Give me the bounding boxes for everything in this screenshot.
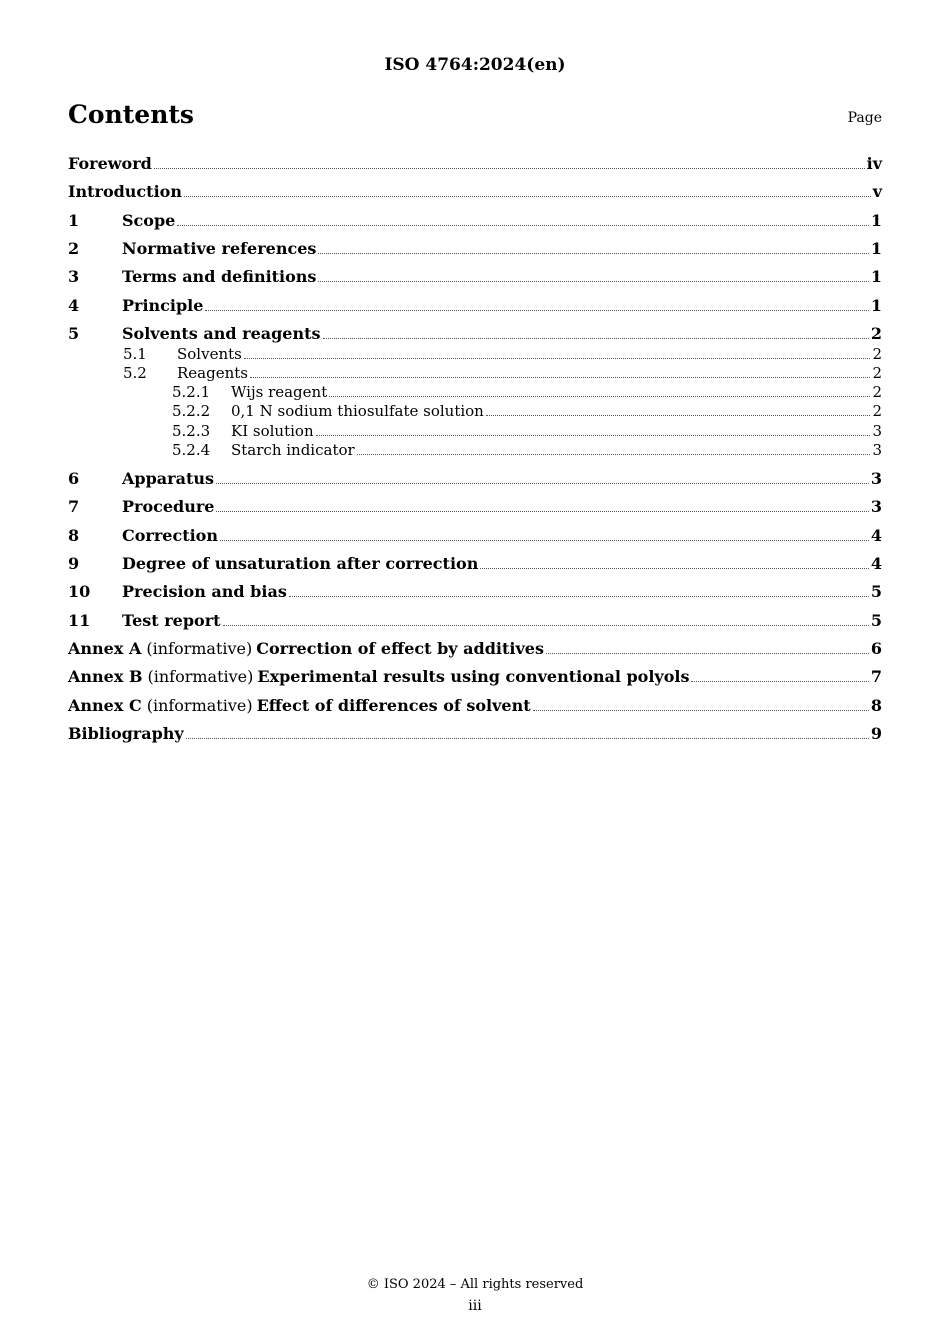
- dot-leader: [533, 710, 869, 711]
- toc-entry-principle[interactable]: [68, 296, 882, 315]
- dot-leader: [323, 338, 869, 339]
- toc-entry-number: 10: [68, 582, 91, 601]
- dot-leader: [216, 511, 868, 512]
- toc-entry-correction[interactable]: [68, 526, 882, 545]
- toc-entry-solvents[interactable]: [68, 345, 882, 363]
- toc-entry-number: 6: [68, 469, 80, 488]
- dot-leader: [691, 681, 868, 682]
- annex-type: (informative): [146, 639, 253, 658]
- toc-entry-page: 1: [870, 296, 882, 315]
- annex-type: (informative): [147, 667, 254, 686]
- toc-entry-label: Correction: [122, 526, 218, 545]
- toc-entry-label: Apparatus: [122, 469, 214, 488]
- toc-entry-procedure[interactable]: [68, 497, 882, 516]
- footer-copyright: © ISO 2024 – All rights reserved: [366, 1277, 584, 1292]
- toc-entry-page: iv: [866, 154, 882, 173]
- dot-leader: [250, 377, 870, 378]
- toc-entry-page: 3: [872, 422, 882, 440]
- toc-entry-label: Solvents: [177, 345, 242, 363]
- toc-entry-label: Wijs reagent: [231, 383, 328, 401]
- toc-entry-annex-a[interactable]: [68, 639, 882, 658]
- toc-entry-introduction[interactable]: [68, 182, 882, 201]
- toc-entry-label: Foreword: [68, 154, 152, 173]
- document-id-header: ISO 4764:2024(en): [384, 55, 566, 75]
- dot-leader: [480, 568, 869, 569]
- page-title: Contents: [68, 100, 195, 129]
- dot-leader: [186, 738, 869, 739]
- toc-entry-number: 5.2: [123, 364, 147, 382]
- toc-entry-page: 3: [872, 441, 882, 459]
- toc-entry-annex-b[interactable]: [68, 667, 882, 686]
- toc-entry-page: 3: [870, 497, 882, 516]
- toc-entry-number: 7: [68, 497, 80, 516]
- dot-leader: [316, 435, 871, 436]
- toc-entry-page: 7: [870, 667, 882, 686]
- toc-entry-label: Procedure: [122, 497, 215, 516]
- toc-entry-page: 1: [870, 239, 882, 258]
- toc-entry-page: 2: [872, 402, 882, 420]
- toc-entry-number: 5.1: [123, 345, 147, 363]
- toc-entry-page: 1: [870, 267, 882, 286]
- toc-entry-label: Degree of unsaturation after correction: [122, 554, 479, 573]
- toc-entry-number: 5.2.4: [172, 441, 211, 459]
- toc-entry-page: 3: [870, 469, 882, 488]
- toc-entry-label: Effect of differences of solvent: [256, 696, 531, 715]
- toc-entry-label: Starch indicator: [231, 441, 355, 459]
- toc-entry-label: Principle: [122, 296, 204, 315]
- toc-entry-precision-bias[interactable]: [68, 582, 882, 601]
- toc-entry-page: 2: [872, 364, 882, 382]
- toc-entry-number: 5.2.3: [172, 422, 211, 440]
- toc-entry-bibliography[interactable]: [68, 724, 882, 743]
- toc-entry-number: 5.2.1: [172, 383, 211, 401]
- toc-entry-label: Solvents and reagents: [122, 324, 321, 343]
- toc-entry-page: 9: [870, 724, 882, 743]
- toc-entry-page: 8: [870, 696, 882, 715]
- toc-entry-number: 9: [68, 554, 80, 573]
- annex-prefix: Annex A: [68, 639, 142, 658]
- toc-entry-annex-c[interactable]: [68, 696, 882, 715]
- toc-entry-wijs-reagent[interactable]: [68, 383, 882, 401]
- toc-entry-label: Correction of effect by additives: [256, 639, 544, 658]
- toc-entry-number: 5: [68, 324, 80, 343]
- toc-entry-label: Test report: [122, 611, 221, 630]
- toc-entry-sodium-thiosulfate[interactable]: [68, 402, 882, 420]
- dot-leader: [220, 540, 869, 541]
- dot-leader: [546, 653, 869, 654]
- dot-leader: [223, 625, 869, 626]
- toc-entry-label: Reagents: [177, 364, 248, 382]
- toc-entry-page: 6: [870, 639, 882, 658]
- toc-entry-label: Scope: [122, 211, 176, 230]
- toc-entry-label: Introduction: [68, 182, 182, 201]
- toc-entry-solvents-reagents[interactable]: [68, 324, 882, 343]
- toc-entry-label: Experimental results using conventional polyols: [257, 667, 690, 686]
- toc-entry-starch-indicator[interactable]: [68, 441, 882, 459]
- toc-entry-page: 2: [872, 345, 882, 363]
- annex-prefix: Annex C: [68, 696, 142, 715]
- annex-type: (informative): [146, 696, 253, 715]
- toc-entry-test-report[interactable]: [68, 611, 882, 630]
- toc-entry-number: 1: [68, 211, 80, 230]
- dot-leader: [205, 310, 868, 311]
- dot-leader: [177, 225, 869, 226]
- toc-entry-label: 0,1 N sodium thiosulfate solution: [231, 402, 484, 420]
- toc-entry-degree-unsaturation[interactable]: [68, 554, 882, 573]
- dot-leader: [357, 454, 871, 455]
- dot-leader: [486, 415, 871, 416]
- toc-entry-label: KI solution: [231, 422, 314, 440]
- footer-page-number: iii: [468, 1298, 482, 1314]
- toc-entry-page: 4: [870, 526, 882, 545]
- dot-leader: [289, 596, 869, 597]
- toc-entry-apparatus[interactable]: [68, 469, 882, 488]
- toc-entry-label: Terms and definitions: [122, 267, 317, 286]
- toc-entry-number: 5.2.2: [172, 402, 211, 420]
- dot-leader: [244, 358, 871, 359]
- toc-entry-page: 2: [872, 383, 882, 401]
- annex-prefix: Annex B: [68, 667, 143, 686]
- toc-entry-normative-references[interactable]: [68, 239, 882, 258]
- dot-leader: [318, 281, 868, 282]
- toc-entry-number: 11: [68, 611, 91, 630]
- toc-entry-foreword[interactable]: [68, 154, 882, 173]
- dot-leader: [318, 253, 868, 254]
- dot-leader: [184, 196, 871, 197]
- toc-entry-label: Normative references: [122, 239, 317, 258]
- toc-entry-page: v: [872, 182, 882, 201]
- dot-leader: [329, 396, 870, 397]
- toc-entry-page: 1: [870, 211, 882, 230]
- toc-entry-scope[interactable]: [68, 211, 882, 230]
- toc-entry-number: 3: [68, 267, 80, 286]
- toc-entry-reagents[interactable]: [68, 364, 882, 382]
- toc-entry-page: 5: [870, 611, 882, 630]
- toc-entry-ki-solution[interactable]: [68, 422, 882, 440]
- toc-entry-number: 4: [68, 296, 80, 315]
- toc-entry-page: 4: [870, 554, 882, 573]
- toc-entry-page: 2: [870, 324, 882, 343]
- dot-leader: [154, 168, 865, 169]
- toc-entry-number: 8: [68, 526, 80, 545]
- toc-entry-terms-definitions[interactable]: [68, 267, 882, 286]
- toc-entry-number: 2: [68, 239, 80, 258]
- page-column-label: Page: [847, 110, 882, 126]
- toc-entry-label: Precision and bias: [122, 582, 287, 601]
- toc-entry-page: 5: [870, 582, 882, 601]
- toc-entry-label: Bibliography: [68, 724, 184, 743]
- dot-leader: [216, 483, 869, 484]
